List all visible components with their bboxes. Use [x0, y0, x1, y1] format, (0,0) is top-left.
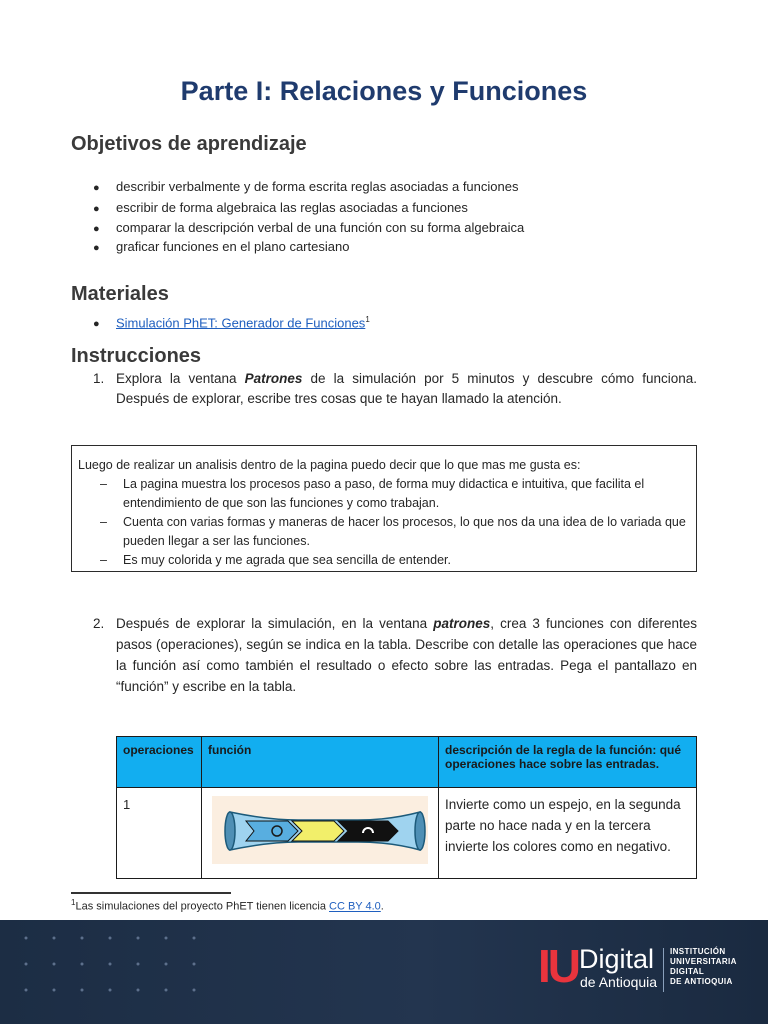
bullet-icon: ● — [93, 203, 100, 215]
bullet-icon: ● — [93, 223, 100, 235]
answer-item-1: – La pagina muestra los procesos paso a paso, de forma muy didactica e intuitiva, que facilita el entendimiento de que son las funciones y como trabajan. — [100, 477, 645, 510]
phet-simulation-link[interactable]: Simulación PhET: Generador de Funciones — [116, 315, 366, 331]
materials-item — [93, 315, 370, 330]
instructions-heading: Instrucciones — [71, 345, 202, 367]
step-number: 2. — [93, 616, 105, 631]
objective-item-3: ● comparar la descripción verbal de una función con su forma algebraica — [93, 220, 525, 235]
instruction-step-1: 1. Explora la ventana Patrones de la simulación por 5 minutos y descubre cómo funciona. Después de explorar, escribe tres cosas que te hayan llamado la atención. — [93, 371, 698, 406]
functions-table — [116, 736, 697, 879]
logo-iu: IU — [538, 940, 578, 992]
dot-pattern — [0, 920, 500, 1024]
page-footer — [0, 920, 768, 1024]
objective-item-1: ● describir verbalmente y de forma escrita reglas asociadas a funciones — [93, 179, 519, 194]
objective-item-2: ● escribir de forma algebraica las reglas asociadas a funciones — [93, 200, 468, 215]
header-operaciones: operaciones — [117, 737, 202, 788]
footnote: $^1$Las simulaciones del proyecto PhET tienen licencia CC BY 4.0. — [71, 898, 384, 913]
step-number: 1. — [93, 371, 105, 386]
cell-function-screenshot — [202, 788, 439, 879]
cell-description: Invierte como un espejo, en la segunda parte no hace nada y en la tercera invierte los colores como en negativo. — [439, 788, 697, 879]
table-header-row — [117, 737, 697, 788]
answer-intro: Luego de realizar un analisis dentro de la pagina puedo decir que lo que mas me gusta es: — [78, 458, 581, 472]
instruction-step-2: 2. Después de explorar la simulación, en la ventana patrones, crea 3 funciones con diferentes pasos (operaciones), según se indica en la tabla. Describe con detalle las operaciones que hace la función así como también el resultado o efecto sobre las entradas. Pega el pantallazo en “función” y escribe en la tabla. — [93, 613, 697, 697]
logo-de-antioquia: de Antioquia — [580, 974, 658, 990]
header-funcion: función — [202, 737, 439, 788]
logo-divider — [663, 948, 664, 992]
answer-item-2: – Cuenta con varias formas y maneras de hacer los procesos, lo que nos da una idea de lo variada que pueden llegar a ser las funciones. — [100, 515, 686, 548]
bullet-icon: ● — [93, 318, 100, 331]
materials-heading: Materiales — [71, 283, 169, 305]
cell-operation: 1 — [117, 788, 202, 879]
footnote-ref: 1 — [365, 315, 370, 324]
logo-institution-text: INSTITUCIÓN UNIVERSITARIA DIGITAL DE ANTIOQUIA — [670, 947, 737, 986]
table-row — [117, 788, 697, 879]
objective-item-4: ● graficar funciones en el plano cartesiano — [93, 239, 350, 254]
bullet-icon: ● — [93, 182, 100, 194]
header-descripcion: descripción de la regla de la función: qué operaciones hace sobre las entradas. — [439, 737, 697, 788]
license-link[interactable]: CC BY 4.0 — [329, 900, 381, 913]
page-title: Parte I: Relaciones y Funciones — [180, 76, 588, 106]
footnote-separator — [71, 892, 231, 894]
objectives-heading: Objetivos de aprendizaje — [71, 133, 307, 155]
answer-item-3: – Es muy colorida y me agrada que sea sencilla de entender. — [100, 553, 451, 567]
answer-box — [71, 445, 697, 572]
function-machine-image — [208, 792, 432, 868]
logo-digital: Digital — [579, 944, 655, 974]
bullet-icon: ● — [93, 242, 100, 254]
